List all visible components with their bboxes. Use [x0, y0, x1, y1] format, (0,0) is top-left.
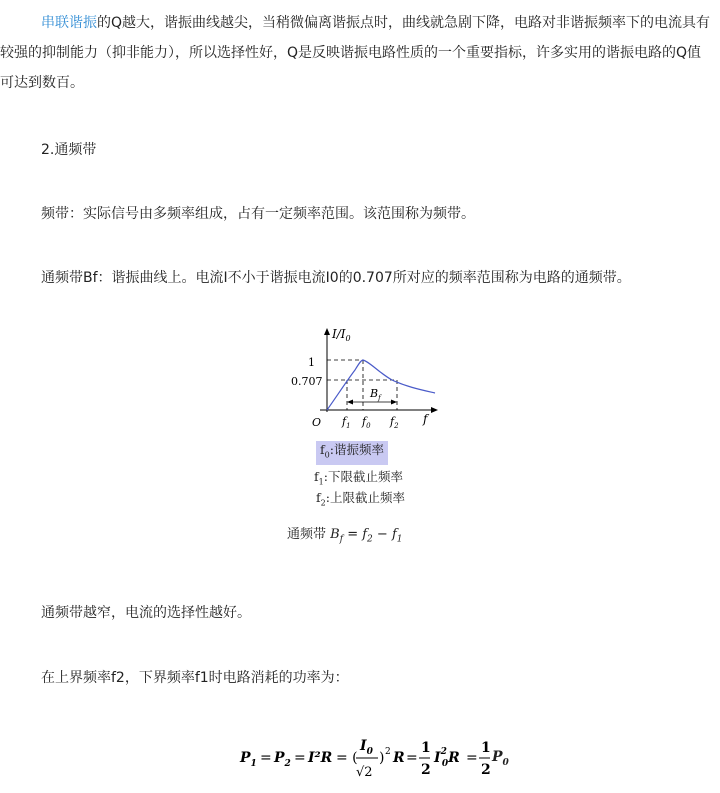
power-formula-p0: $P_0$ — [492, 749, 509, 768]
intro-text: 的Q越大，谐振曲线越尖，当稍微偏离谐振点时，曲线就急剧下降，电路对非谐振频率下的电流具有较强的抑制能力（抑非能力），所以选择性好，Q是反映谐振电路性质的一个重要指标，许多实用的谐振电路的Q值可达到数百。 — [0, 15, 711, 91]
svg-text:P1: $P_1$ — [240, 750, 257, 769]
svg-text:2: 2 — [481, 762, 491, 778]
svg-text:): ) — [379, 750, 385, 766]
svg-text:=: = — [406, 750, 418, 766]
svg-text:=: = — [260, 750, 272, 766]
y-tick-0707: 0.707 — [291, 375, 323, 388]
svg-text:√2: √2 — [356, 765, 373, 780]
origin-label: O — [312, 416, 322, 429]
svg-text:1: 1 — [421, 740, 431, 756]
section-heading: 2.通频带 — [41, 142, 97, 158]
resonance-curve-figure — [282, 324, 442, 442]
bandwidth-arrow-right-head — [391, 400, 397, 405]
power-note: 在上界频率f2，下界频率f1时电路消耗的功率为： — [41, 670, 349, 686]
svg-text:2: 2 — [385, 747, 391, 757]
passband-definition: 通频带Bf：谐振曲线上。电流I不小于谐振电流I0的0.707所对应的频率范围称为电路的通频带。 — [41, 270, 631, 286]
svg-text:R: R — [393, 750, 405, 766]
bandwidth-label: $B_f$ — [370, 387, 381, 402]
intro-paragraph — [0, 8, 712, 98]
caption-f1: $f_1$:下限截止频率 — [314, 469, 403, 487]
svg-text:1: 1 — [481, 740, 491, 756]
x-axis-label: f — [423, 412, 428, 426]
bandwidth-formula: 通频带 $B_f = f_2 - f_1$ — [287, 527, 403, 545]
svg-text:I0: $I_0$ — [360, 738, 373, 757]
svg-text:= (: = ( — [336, 750, 358, 766]
narrow-band-note: 通频带越窄，电流的选择性越好。 — [41, 605, 251, 621]
band-definition: 频带：实际信号由多频率组成，占有一定频率范围。该范围称为频带。 — [41, 206, 475, 222]
caption-f0: $f_0$:谐振频率 — [316, 441, 388, 465]
svg-text:=: = — [294, 750, 306, 766]
svg-text:I²R: I²R — [308, 750, 333, 766]
y-tick-1: 1 — [308, 356, 315, 369]
x-tick-f0: $f_0$ — [362, 415, 371, 430]
power-formula — [238, 732, 498, 782]
resonance-curve — [327, 360, 435, 410]
y-axis-label: $I/I_0$ — [332, 327, 351, 343]
svg-text:=: = — [466, 750, 478, 766]
x-tick-f1: $f_1$ — [342, 415, 351, 430]
svg-text:P2: $P_2$ — [274, 750, 291, 769]
series-resonance-link[interactable]: 串联谐振 — [41, 15, 97, 31]
x-tick-f2: $f_2$ — [390, 415, 399, 430]
svg-text:I20R: $I^2$ 0R — [434, 747, 460, 769]
bandwidth-arrow-left-head — [347, 400, 353, 405]
y-axis-arrow — [324, 328, 330, 335]
caption-f2: $f_2$:上限截止频率 — [316, 490, 405, 508]
x-axis-arrow — [431, 407, 438, 413]
svg-text:2: 2 — [421, 762, 431, 778]
